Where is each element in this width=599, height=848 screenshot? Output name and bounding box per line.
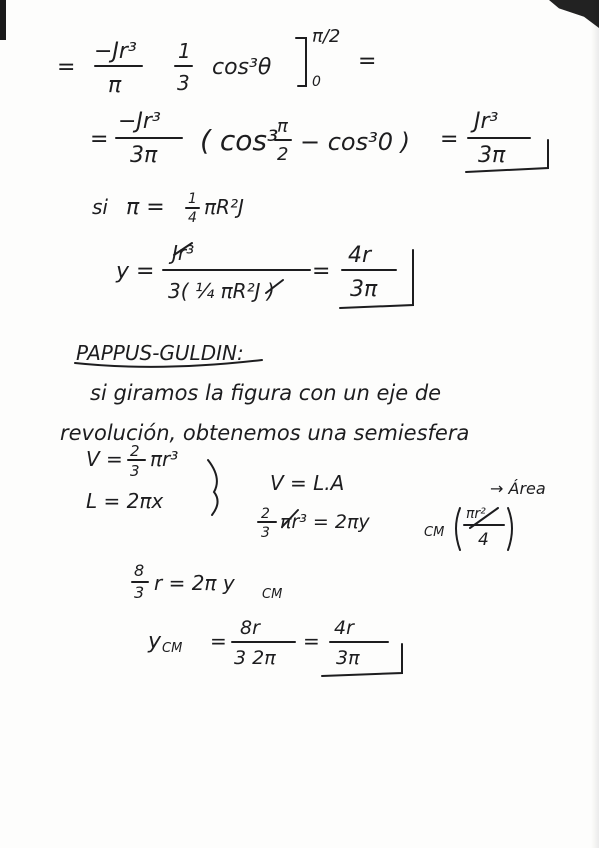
line4-result-den: 3π	[350, 277, 378, 302]
line2-pi-num: π	[277, 116, 288, 137]
line1-lead-eq: =	[57, 55, 76, 80]
volume-area-label: → Área	[490, 479, 546, 498]
line2-result-num: Jr³	[474, 109, 499, 134]
volume-l-formula: L = 2πx	[86, 489, 164, 513]
volume-v-rest: πr³	[150, 447, 179, 471]
step1-den: 3	[261, 525, 270, 541]
step1-mid: πr³ = 2πy	[280, 511, 370, 533]
line4-y: y =	[116, 259, 155, 284]
line2-body: ( cos³	[200, 124, 279, 157]
step3-result-num: 4r	[334, 617, 354, 639]
line2-denominator: 3π	[130, 143, 158, 168]
line2-pi-den: 2	[277, 144, 289, 165]
step3-den: 3 2π	[234, 647, 276, 669]
step1-paren-num: πr²	[466, 506, 486, 522]
pappus-heading: PAPPUS-GULDIN:	[76, 341, 244, 365]
line3-rhs: πR²J	[204, 195, 244, 219]
step3-result-den: 3π	[336, 647, 360, 669]
line2-lead-eq: =	[90, 127, 109, 152]
step1-paren-left	[456, 508, 460, 550]
line1-cos-term: cos³θ	[212, 55, 272, 80]
step2-sub: CM	[262, 587, 283, 602]
step3-eq2: =	[303, 629, 320, 653]
step3-eq: =	[210, 629, 227, 653]
step2-den: 3	[134, 583, 145, 602]
step1-num: 2	[261, 506, 270, 522]
step3-result-box	[322, 644, 402, 676]
line4-result-num: 4r	[348, 243, 372, 268]
line1-trail-eq: =	[358, 49, 377, 74]
line3-one: 1	[188, 191, 197, 207]
volume-v-den: 3	[130, 462, 140, 480]
line1-numerator: −Jr³	[94, 39, 137, 64]
line3-four: 4	[188, 210, 197, 226]
line1-lower-limit: 0	[312, 74, 321, 90]
line2-eq: =	[440, 127, 459, 152]
line2-rest: − cos³0 )	[300, 128, 411, 156]
step1-paren-den: 4	[478, 530, 489, 550]
line3-si: si	[92, 195, 108, 219]
line2-numerator: −Jr³	[118, 109, 161, 134]
system-brace	[208, 460, 218, 515]
pappus-text-line2: revolución, obtenemos una semiesfera	[60, 421, 470, 445]
line4-numerator: Jr³	[172, 241, 195, 265]
step2-num: 8	[134, 561, 145, 580]
line4-denominator: 3( ¼ πR²J )	[168, 279, 275, 303]
pappus-text-line1: si giramos la figura con un eje de	[90, 381, 442, 405]
step2-rest: r = 2π y	[154, 571, 235, 595]
line1-denominator: π	[108, 73, 122, 98]
step3-sub: CM	[162, 641, 183, 656]
step3-num: 8r	[240, 617, 260, 639]
volume-pappus-formula: V = L.A	[270, 471, 345, 495]
step1-paren-right	[508, 508, 512, 550]
line2-result-den: 3π	[478, 143, 506, 168]
line4-eq: =	[312, 259, 331, 284]
line1-three: 3	[177, 71, 190, 95]
step1-sub: CM	[424, 525, 445, 540]
step3-lhs: y	[148, 629, 162, 654]
line1-one: 1	[178, 39, 191, 63]
line1-upper-limit: π/2	[312, 26, 341, 47]
volume-v-num: 2	[130, 442, 140, 460]
volume-v-lhs: V =	[86, 447, 123, 471]
line1-evaluation-bracket	[296, 38, 306, 86]
line3-lhs: π =	[126, 195, 165, 220]
